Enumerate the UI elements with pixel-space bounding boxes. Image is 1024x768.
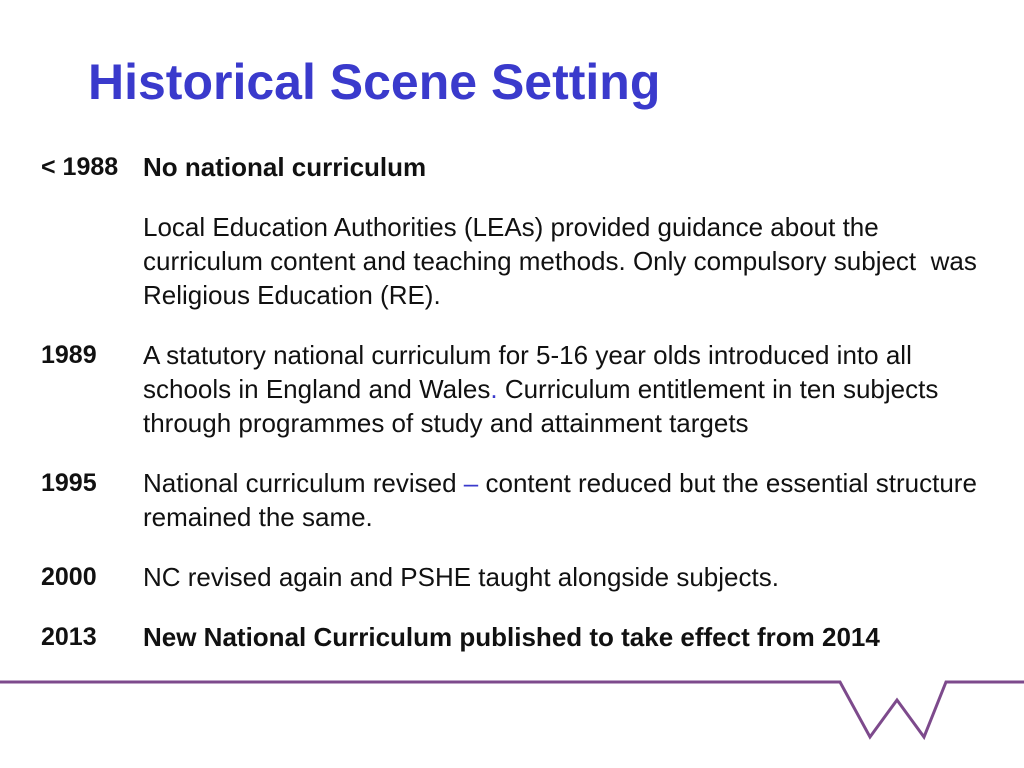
- footer-w-line: [0, 682, 1024, 737]
- entry-text: [143, 338, 981, 440]
- entry-text: New National Curriculum published to take effect from 2014: [143, 622, 880, 652]
- entry-text: No national curriculum: [143, 152, 427, 182]
- entry-text-part: A statutory national curriculum for 5-16 year olds introduced into all schools in England and Wales: [143, 340, 912, 404]
- timeline-entry-1995: [41, 466, 981, 534]
- timeline-entry-2013: [41, 620, 981, 654]
- entry-text: NC revised again and PSHE taught alongside subjects.: [143, 562, 779, 592]
- entry-text: Local Education Authorities (LEAs) provided guidance about the curriculum content and teaching methods. Only compulsory subject was Religious Education (RE).: [143, 212, 985, 310]
- entry-year: 1989: [41, 341, 97, 369]
- entry-text-part: content reduced but the essential structure remained the same.: [143, 468, 977, 532]
- timeline: [41, 150, 985, 654]
- entry-year: 2000: [41, 563, 97, 591]
- entry-year: 1995: [41, 469, 97, 497]
- entry-text-accent: .: [490, 374, 498, 404]
- footer-logo-line: [0, 660, 1024, 760]
- timeline-entry-1988-detail: [41, 210, 985, 312]
- slide-title: Historical Scene Setting: [88, 54, 661, 110]
- entry-year: 2013: [41, 623, 97, 651]
- timeline-entry-2000: [41, 560, 981, 594]
- entry-text-accent: –: [463, 468, 479, 498]
- timeline-entry-1988: [41, 150, 981, 184]
- entry-text-part: National curriculum revised: [143, 468, 464, 498]
- entry-text-part: Curriculum entitlement in ten subjects through programmes of study and attainment targets: [143, 374, 939, 438]
- entry-year: < 1988: [41, 153, 119, 181]
- entry-text: [143, 466, 981, 534]
- timeline-entry-1989: [41, 338, 981, 440]
